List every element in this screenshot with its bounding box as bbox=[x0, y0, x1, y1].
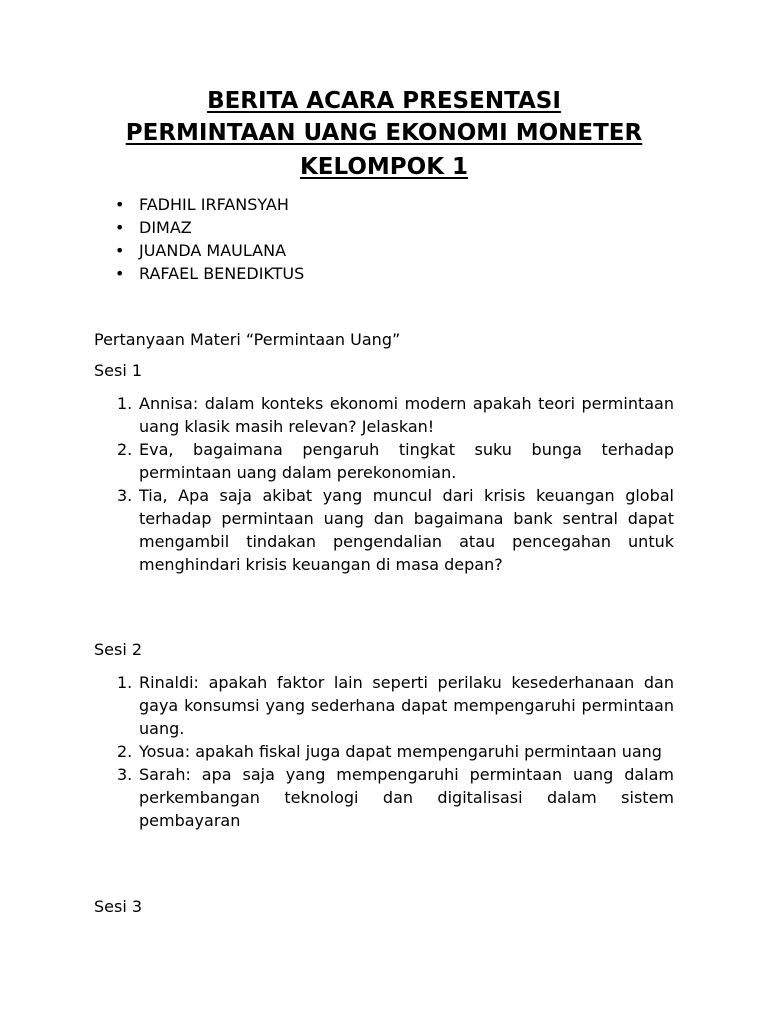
member-name: DIMAZ bbox=[139, 218, 192, 237]
member-name: RAFAEL BENEDIKTUS bbox=[139, 264, 305, 283]
question-item bbox=[94, 740, 674, 763]
question-text: Sarah: apa saja yang mempengaruhi permintaan uang dalam perkembangan teknologi dan digitalisasi dalam sistem pembayaran bbox=[139, 765, 674, 830]
question-item bbox=[94, 763, 674, 832]
session-label: Sesi 1 bbox=[94, 361, 143, 380]
session-label: Sesi 3 bbox=[94, 897, 143, 916]
question-text: Yosua: apakah fiskal juga dapat mempengaruhi permintaan uang bbox=[139, 742, 662, 761]
list-number: 1. bbox=[117, 394, 133, 413]
member-name: FADHIL IRFANSYAH bbox=[139, 195, 289, 214]
list-number: 3. bbox=[117, 765, 133, 784]
session-2-question-list bbox=[94, 671, 674, 832]
member-list bbox=[94, 193, 304, 285]
question-item bbox=[94, 438, 674, 484]
member-item bbox=[94, 193, 304, 216]
list-number: 1. bbox=[117, 673, 133, 692]
question-text: Eva, bagaimana pengaruh tingkat suku bunga terhadap permintaan uang dalam perekonomian. bbox=[139, 440, 674, 482]
bullet-icon: • bbox=[115, 218, 125, 237]
session-label: Sesi 2 bbox=[94, 640, 143, 659]
questions-heading: Pertanyaan Materi “Permintaan Uang” bbox=[94, 330, 401, 349]
list-number: 2. bbox=[117, 440, 133, 459]
session-1-question-list bbox=[94, 392, 674, 576]
member-name: JUANDA MAULANA bbox=[139, 241, 287, 260]
question-text: Tia, Apa saja akibat yang muncul dari krisis keuangan global terhadap permintaan uang dan bagaimana bank sentral dapat mengambil tindakan pengendalian atau pencegahan untuk menghindari krisis keuangan di masa depan? bbox=[139, 486, 674, 574]
question-text: Annisa: dalam konteks ekonomi modern apakah teori permintaan uang klasik masih relevan? Jelaskan! bbox=[139, 394, 674, 436]
member-item bbox=[94, 239, 304, 262]
bullet-icon: • bbox=[115, 264, 125, 283]
question-text: Rinaldi: apakah faktor lain seperti perilaku kesederhanaan dan gaya konsumsi yang sederhana dapat mempengaruhi permintaan uang. bbox=[139, 673, 674, 738]
member-item bbox=[94, 216, 304, 239]
member-item bbox=[94, 262, 304, 285]
document-title-line-3: KELOMPOK 1 bbox=[299, 154, 469, 180]
bullet-icon: • bbox=[115, 195, 125, 214]
question-item bbox=[94, 484, 674, 576]
document-title-line-1: BERITA ACARA PRESENTASI bbox=[207, 88, 561, 114]
list-number: 3. bbox=[117, 486, 133, 505]
list-number: 2. bbox=[117, 742, 133, 761]
bullet-icon: • bbox=[115, 241, 125, 260]
question-item bbox=[94, 392, 674, 438]
question-item bbox=[94, 671, 674, 740]
document-title-line-2: PERMINTAAN UANG EKONOMI MONETER bbox=[125, 120, 643, 146]
